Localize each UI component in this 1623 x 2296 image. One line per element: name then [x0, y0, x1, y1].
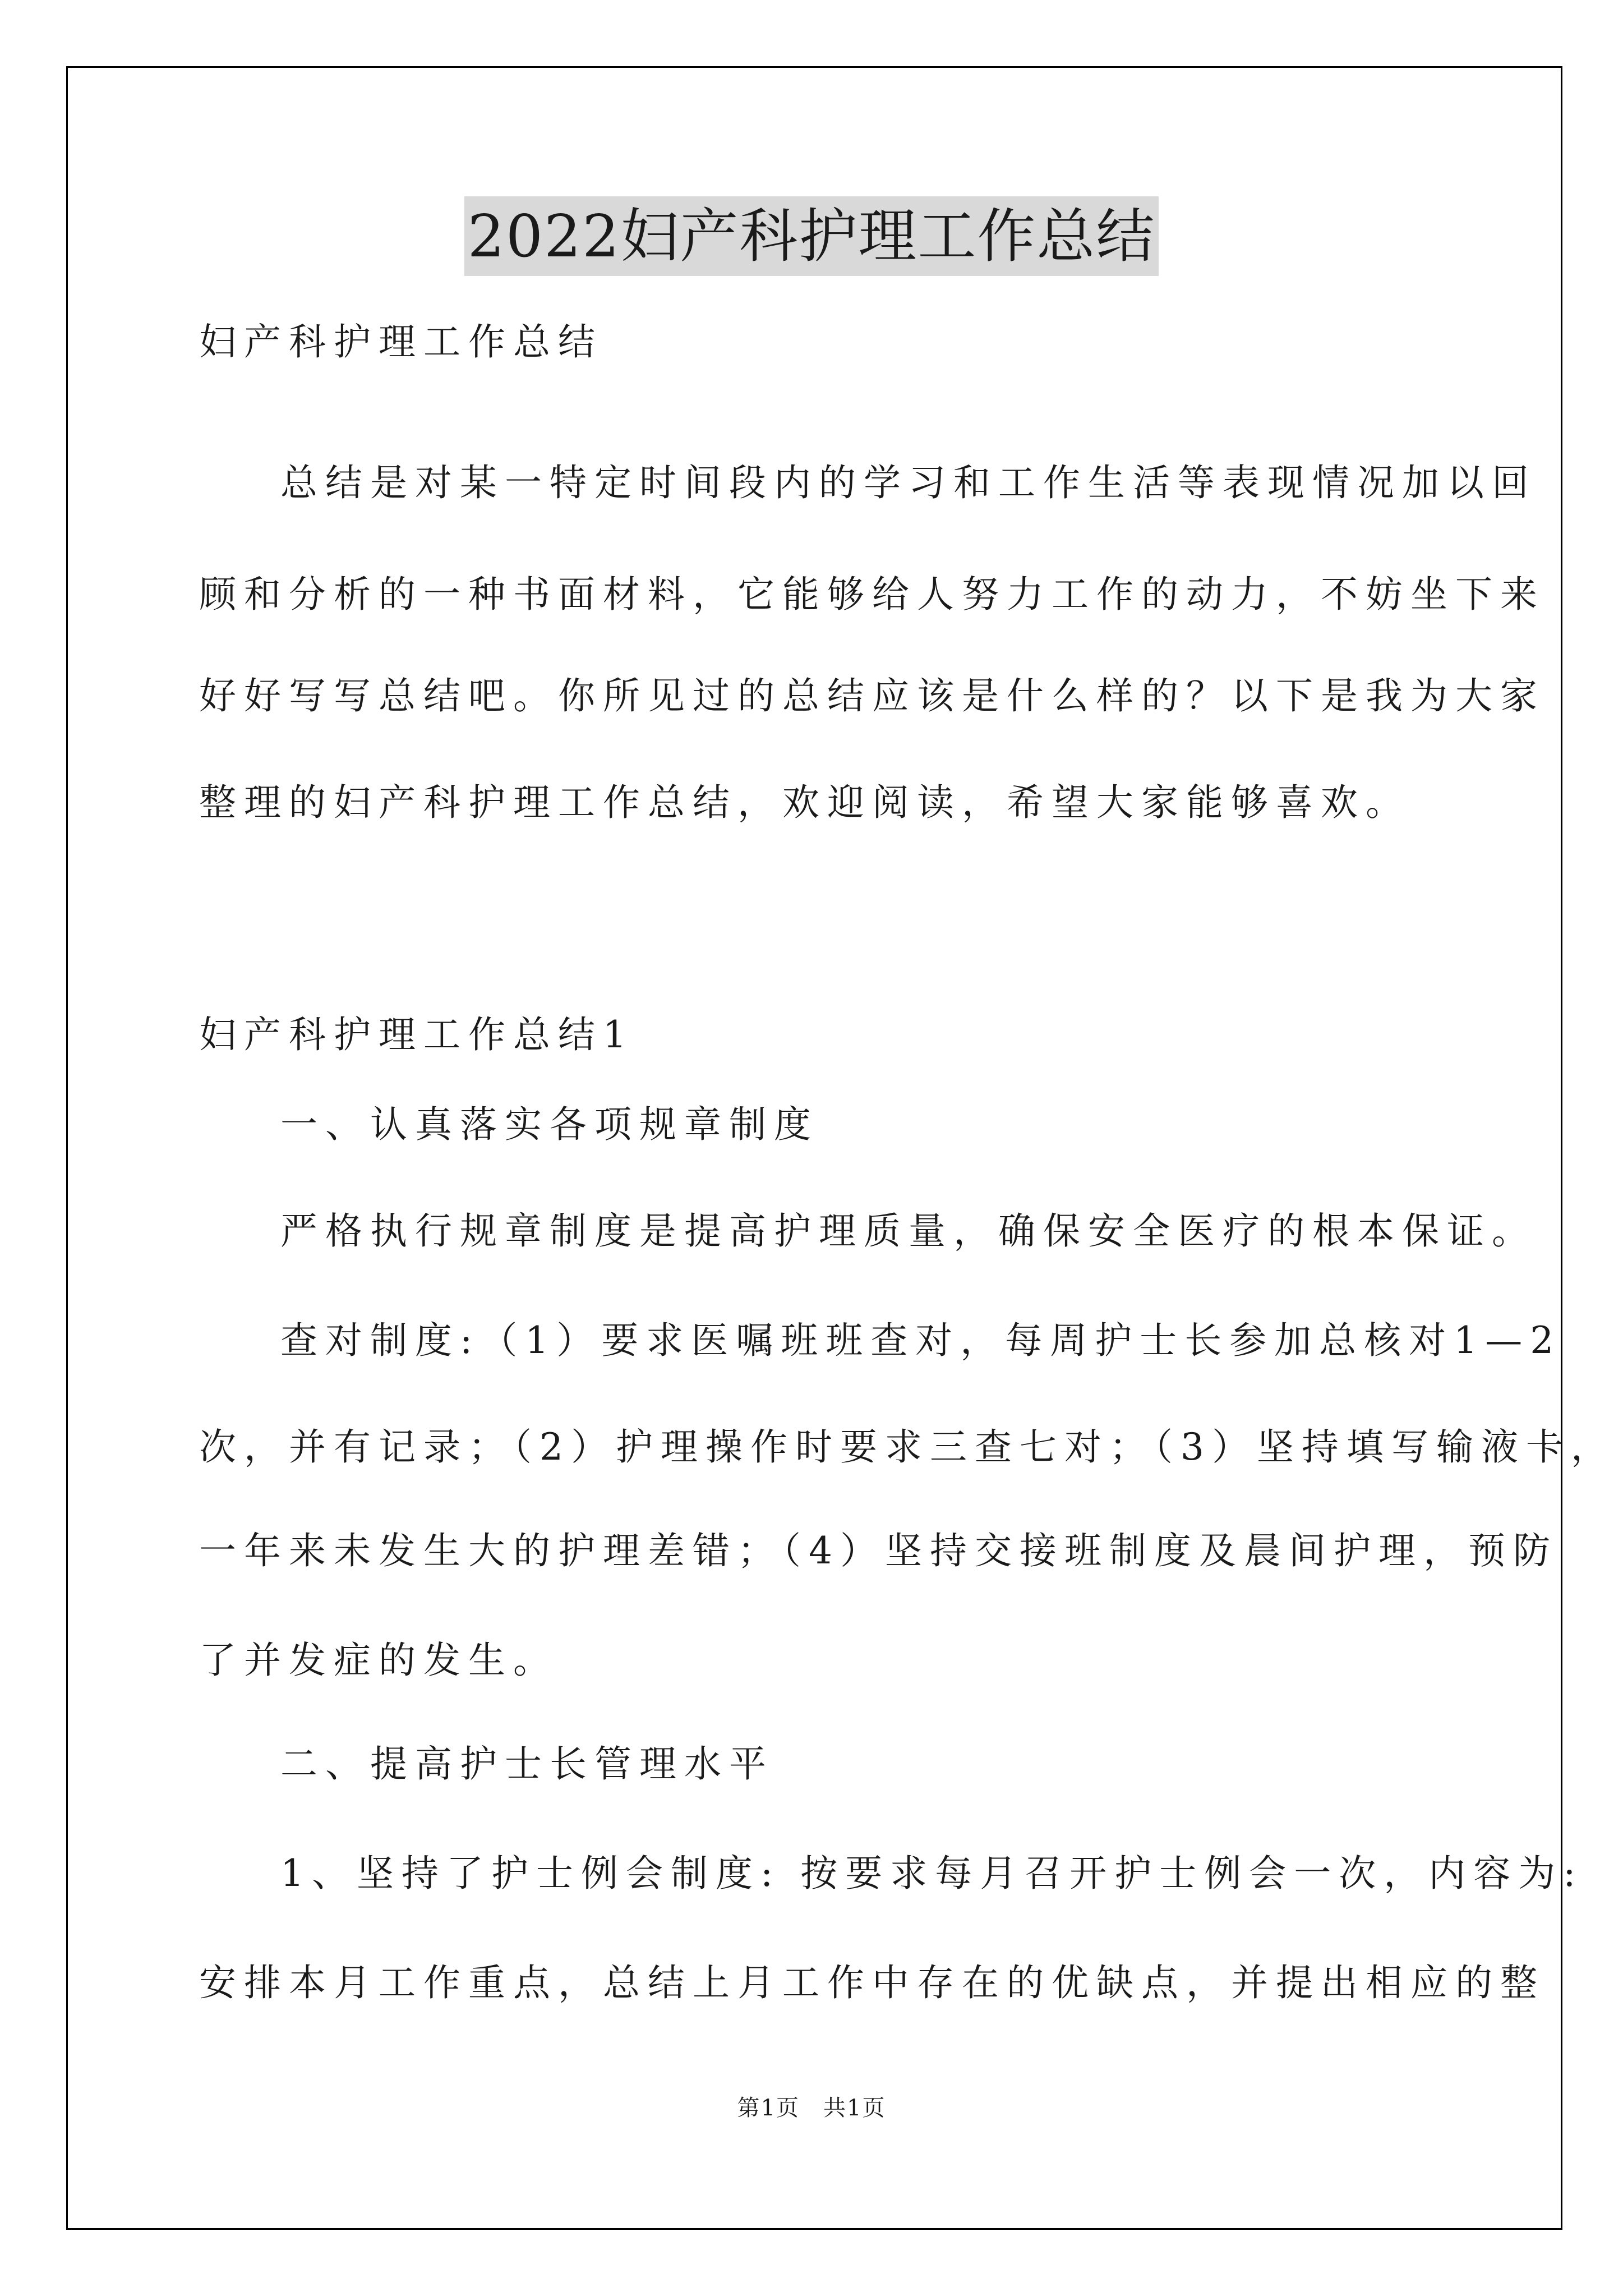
paragraph-line: 严格执行规章制度是提高护理质量，确保安全医疗的根本保证。 — [280, 1209, 1537, 1253]
subtitle-line: 妇产科护理工作总结 — [199, 320, 603, 364]
paragraph-line: 一年来未发生大的护理差错；（4）坚持交接班制度及晨间护理，预防 — [199, 1529, 1558, 1572]
subsection-heading: 一、认真落实各项规章制度 — [280, 1103, 819, 1146]
paragraph-line: 整理的妇产科护理工作总结，欢迎阅读，希望大家能够喜欢。 — [199, 781, 1410, 824]
paragraph-line: 次，并有记录；（2）护理操作时要求三查七对；（3）坚持填写输液卡， — [199, 1425, 1616, 1469]
paragraph-line: 好好写写总结吧。你所见过的总结应该是什么样的？以下是我为大家 — [199, 674, 1545, 717]
paragraph-line: 了并发症的发生。 — [199, 1639, 558, 1682]
paragraph-line: 安排本月工作重点，总结上月工作中存在的优缺点，并提出相应的整 — [199, 1961, 1545, 2004]
paragraph-line: 顾和分析的一种书面材料，它能够给人努力工作的动力，不妨坐下来 — [199, 573, 1545, 616]
paragraph-line: 查对制度:（1）要求医嘱班班查对，每周护士长参加总核对1—2 — [280, 1319, 1562, 1362]
title-container — [0, 196, 1623, 276]
paragraph-line: 1、坚持了护士例会制度: 按要求每月召开护士例会一次，内容为: — [280, 1852, 1584, 1895]
paragraph-line: 总结是对某一特定时间段内的学习和工作生活等表现情况加以回 — [280, 461, 1537, 504]
document-title: 2022妇产科护理工作总结 — [464, 196, 1159, 276]
page-footer: 第1页 共1页 — [737, 2095, 886, 2121]
subsection-heading: 二、提高护士长管理水平 — [280, 1742, 774, 1786]
section-heading: 妇产科护理工作总结1 — [199, 1013, 634, 1056]
